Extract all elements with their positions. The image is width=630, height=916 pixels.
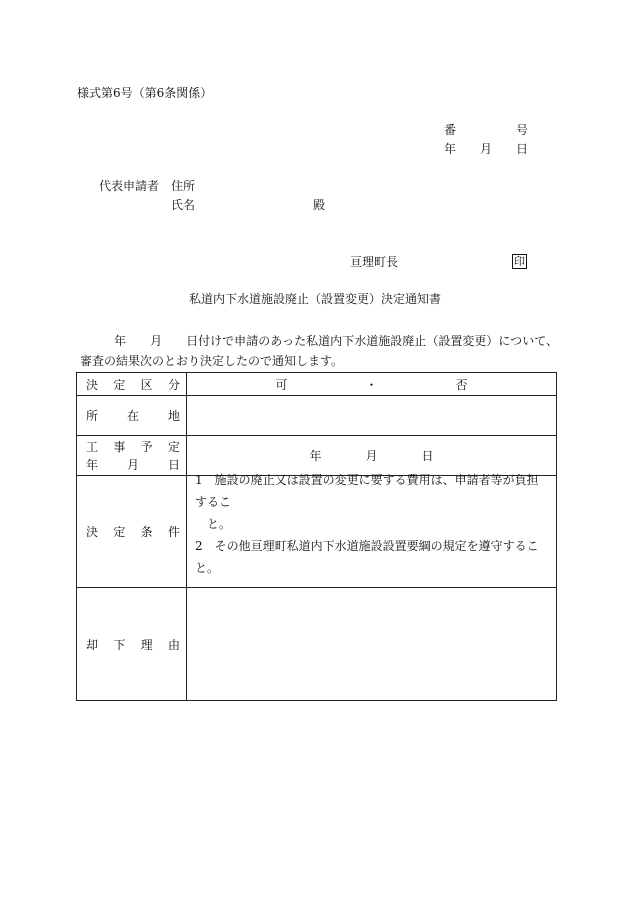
table-row-location — [77, 396, 557, 436]
label-char: 分 — [167, 377, 180, 392]
option-approve: 可 — [275, 377, 288, 392]
document-title: 私道内下水道施設廃止（設置変更）決定通知書 — [188, 292, 441, 306]
seal-mark: 印 — [514, 255, 525, 268]
notification-body — [80, 331, 558, 371]
applicant-label: 代表申請者 — [99, 179, 160, 193]
value-rejection — [187, 588, 557, 701]
table-row-conditions — [77, 476, 557, 588]
label-char: 所 — [86, 409, 99, 423]
number-char-ban: 番 — [444, 123, 457, 137]
form-id: 様式第6号（第6条関係） — [77, 86, 213, 100]
condition-1-line1: 1 施設の廃止又は設置の変更に要する費用は、申請者等が負担するこ — [195, 472, 539, 509]
label-char: 区 — [140, 377, 153, 392]
label-char: 定 — [113, 377, 126, 392]
label-char: 事 — [113, 440, 126, 454]
name-label: 氏名 — [171, 198, 196, 212]
label-char: 決 — [86, 377, 99, 392]
table-row-rejection — [77, 588, 557, 701]
value-conditions — [187, 472, 557, 588]
document-date-line — [444, 143, 528, 155]
label-char: 日 — [167, 458, 180, 472]
applicant-address-line — [99, 180, 195, 192]
schedule-month: 月 — [365, 449, 378, 463]
label-char: 由 — [167, 637, 180, 652]
label-char: 条 — [140, 525, 153, 539]
date-month-char: 月 — [480, 142, 493, 156]
label-conditions — [77, 476, 187, 588]
label-char: 下 — [113, 637, 126, 652]
number-char-go: 号 — [516, 123, 529, 137]
label-location — [77, 396, 187, 436]
value-location — [187, 396, 557, 436]
condition-1-line2: と。 — [207, 516, 232, 531]
option-separator: ・ — [365, 377, 378, 392]
honorific: 殿 — [313, 198, 326, 212]
label-decision — [77, 373, 187, 396]
body-month: 月 — [150, 334, 163, 348]
label-char: 月 — [126, 458, 139, 472]
value-decision — [187, 373, 557, 396]
label-char: 却 — [86, 637, 99, 652]
body-text: 日付けで申請のあった私道内下水道施設廃止（設置変更）について、審査の結果次のとおり決定したので通知します。 — [80, 334, 558, 368]
label-char: 件 — [167, 525, 180, 539]
body-year: 年 — [114, 334, 127, 348]
schedule-day: 日 — [421, 449, 434, 463]
label-char: 予 — [140, 440, 153, 454]
schedule-year: 年 — [309, 449, 322, 463]
label-char: 定 — [167, 440, 180, 454]
option-reject: 否 — [455, 377, 468, 392]
label-char: 工 — [86, 440, 99, 454]
label-char: 地 — [167, 409, 180, 423]
condition-2: 2 その他亘理町私道内下水道施設設置要綱の規定を遵守すること。 — [195, 538, 539, 575]
label-char: 在 — [126, 409, 139, 423]
date-year-char: 年 — [444, 142, 457, 156]
label-char: 定 — [113, 525, 126, 539]
label-char: 決 — [86, 525, 99, 539]
document-number-line — [444, 124, 528, 136]
date-day-char: 日 — [516, 142, 529, 156]
applicant-name-line — [171, 199, 325, 211]
decision-table — [76, 372, 557, 701]
label-char: 理 — [140, 637, 153, 652]
label-rejection — [77, 588, 187, 701]
issuer-title: 亘理町長 — [350, 255, 399, 269]
table-row-decision — [77, 373, 557, 396]
label-char: 年 — [86, 458, 99, 472]
label-schedule — [77, 436, 187, 476]
address-label: 住所 — [171, 179, 196, 193]
